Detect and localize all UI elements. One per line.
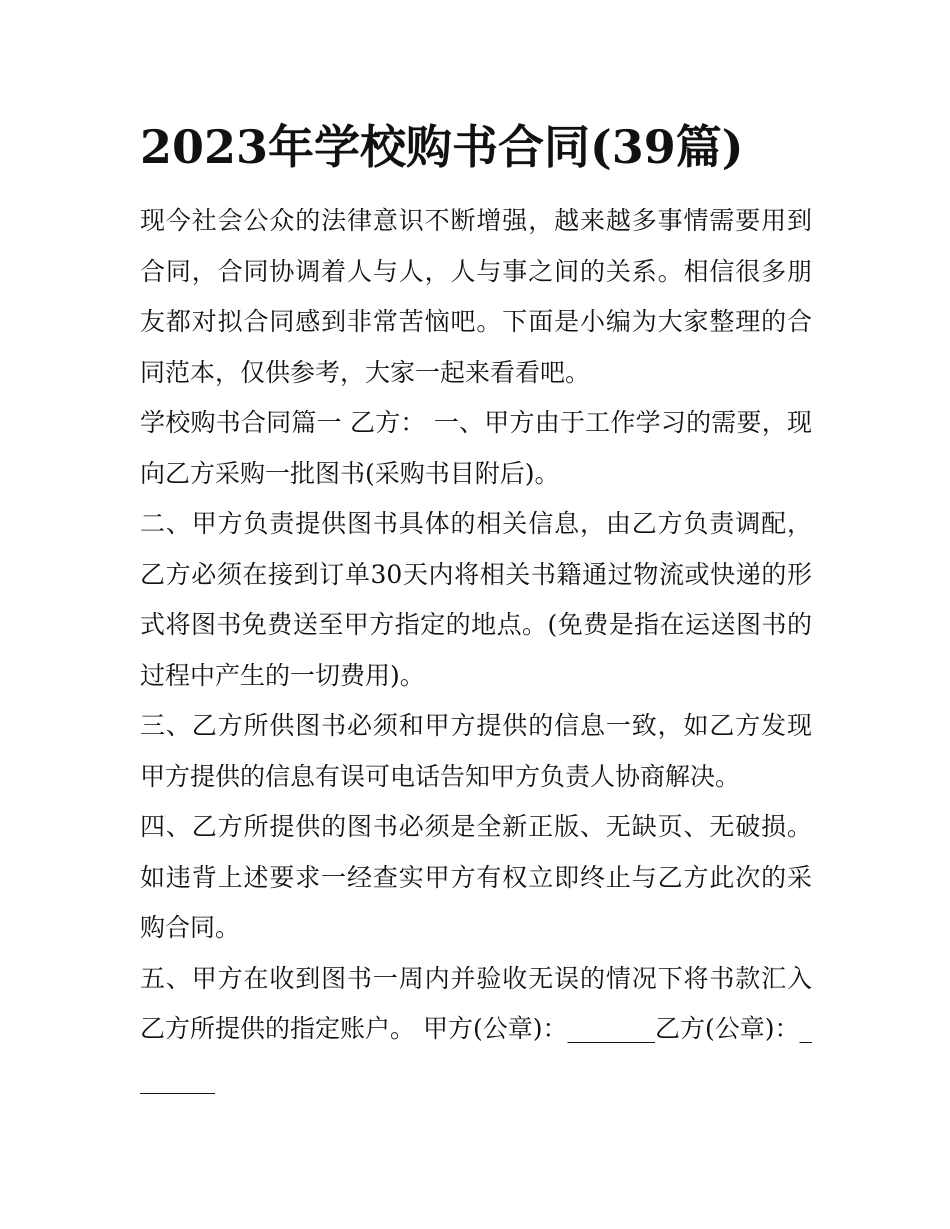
clause-paragraph-5: 五、甲方在收到图书一周内并验收无误的情况下将书款汇入乙方所提供的指定账户。 甲方(公章)：_______乙方(公章)：_______ [140, 963, 812, 1094]
clause-paragraph-2: 二、甲方负责提供图书具体的相关信息，由乙方负责调配，乙方必须在接到订单30天内将相关书籍通过物流或快递的形式将图书免费送至甲方指定的地点。(免费是指在运送图书的过程中产生的一切费用)。 [140, 509, 812, 690]
clause-paragraph-1: 学校购书合同篇一 乙方： 一、甲方由于工作学习的需要，现向乙方采购一批图书(采购书目附后)。 [140, 408, 812, 488]
intro-paragraph: 现今社会公众的法律意识不断增强，越来越多事情需要用到合同，合同协调着人与人，人与事之间的关系。相信很多朋友都对拟合同感到非常苦恼吧。下面是小编为大家整理的合同范本，仅供参考，大家一起来看看吧。 [140, 206, 812, 387]
document-title: 2023年学校购书合同(39篇) [140, 120, 744, 174]
document-body [140, 112, 812, 1105]
clause-paragraph-3: 三、乙方所供图书必须和甲方提供的信息一致，如乙方发现甲方提供的信息有误可电话告知甲方负责人协商解决。 [140, 711, 812, 791]
clause-paragraph-4: 四、乙方所提供的图书必须是全新正版、无缺页、无破损。如违背上述要求一经查实甲方有权立即终止与乙方此次的采购合同。 [140, 812, 812, 942]
